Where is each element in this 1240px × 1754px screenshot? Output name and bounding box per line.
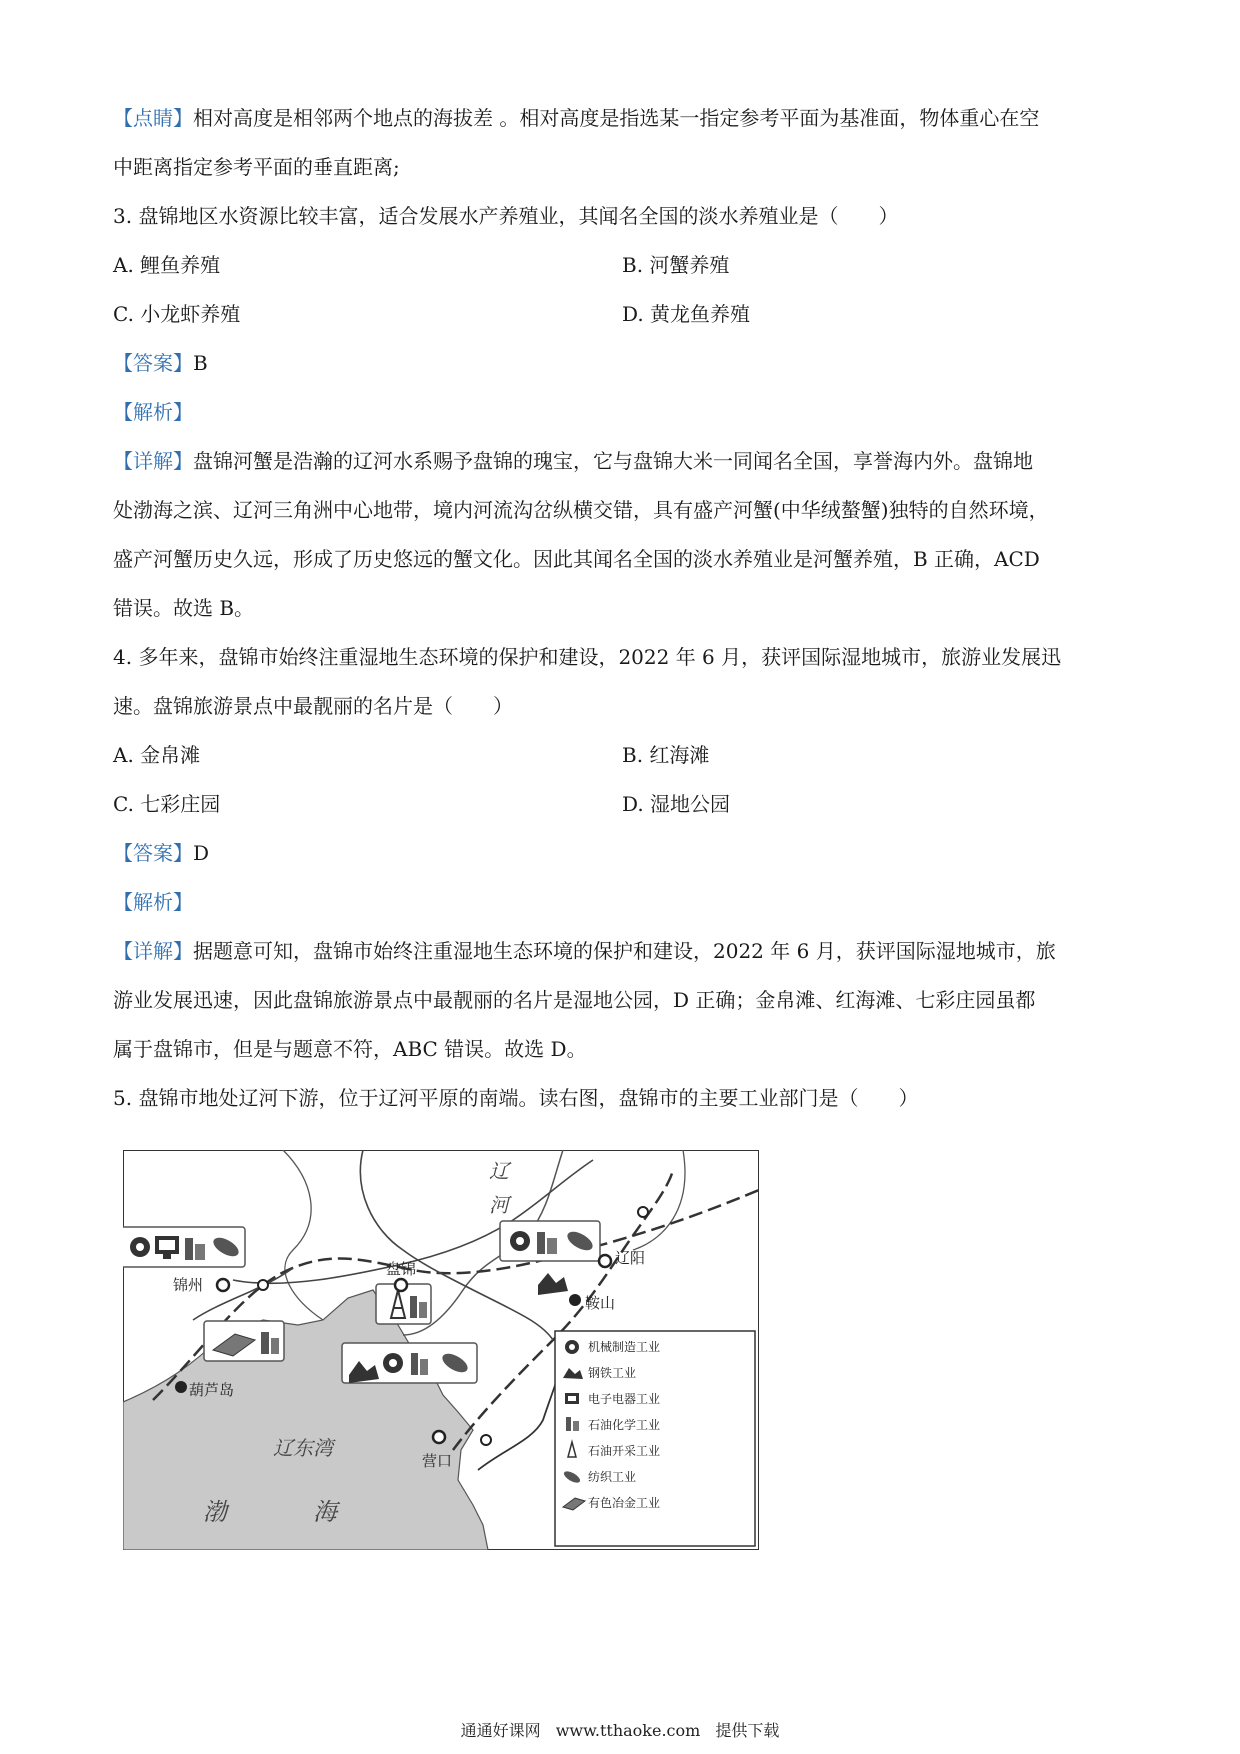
liaoyang-industry-box <box>500 1221 600 1261</box>
q3-stem: 3. 盘锦地区水资源比较丰富，适合发展水产养殖业，其闻名全国的淡水养殖业是（ ） <box>113 204 899 228</box>
q3-detail-tag: 【详解】 <box>113 449 193 473</box>
note-text-1: 相对高度是相邻两个地点的海拔差 。相对高度是指选某一指定参考平面为基准面，物体重心在空 <box>193 106 1040 130</box>
yingkou-industry-box <box>342 1343 477 1383</box>
q3-analysis-tag: 【解析】 <box>113 400 193 424</box>
footer-url[interactable]: www.tthaoke.com <box>555 1721 701 1740</box>
q5-stem: 5. 盘锦市地处辽河下游，位于辽河平原的南端。读右图，盘锦市的主要工业部门是（ ） <box>113 1086 919 1110</box>
q4-detail-line-2: 游业发展迅速，因此盘锦旅游景点中最靓丽的名片是湿地公园，D 正确；金帛滩、红海滩、七彩庄园虽都 <box>113 988 1036 1012</box>
city-label-liaoyang: 辽阳 <box>615 1249 646 1267</box>
q3-option-b: B. 河蟹养殖 <box>622 253 730 277</box>
q3-detail-line-2: 处渤海之滨、辽河三角洲中心地带，境内河流沟岔纵横交错，具有盛产河蟹(中华绒螯蟹)独特的自然环境， <box>113 498 1049 522</box>
city-label-yingkou: 营口 <box>422 1452 453 1470</box>
legend-label-5: 纺织工业 <box>588 1470 637 1484</box>
city-label-huludao: 葫芦岛 <box>189 1381 235 1399</box>
q4-detail-text-1: 据题意可知，盘锦市始终注重湿地生态环境的保护和建设，2022 年 6 月，获评国际湿地城市，旅 <box>193 939 1056 963</box>
q3-detail-line-3: 盛产河蟹历史久远，形成了历史悠远的蟹文化。因此其闻名全国的淡水养殖业是河蟹养殖，B 正确，ACD <box>113 547 1040 571</box>
river-label-2: 河 <box>489 1193 509 1217</box>
city-label-anshan: 鞍山 <box>585 1294 616 1312</box>
q4-answer-value: D <box>193 841 210 865</box>
page-footer <box>0 1718 1240 1741</box>
town-marker <box>638 1207 648 1217</box>
q3-answer-value: B <box>193 351 208 375</box>
q4-stem-line-1: 4. 多年来，盘锦市始终注重湿地生态环境的保护和建设，2022 年 6 月，获评国际湿地城市，旅游业发展迅 <box>113 645 1062 669</box>
note-line-2: 中距离指定参考平面的垂直距离; <box>113 155 400 179</box>
gear-icon <box>510 1231 530 1251</box>
q4-answer-tag: 【答案】 <box>113 841 193 865</box>
legend-label-4: 石油开采工业 <box>588 1444 661 1458</box>
q3-detail-line-4: 错误。故选 B。 <box>113 596 255 620</box>
q4-stem-line-2: 速。盘锦旅游景点中最靓丽的名片是（ ） <box>113 694 513 718</box>
city-jinzhou <box>173 1276 229 1294</box>
city-label-jinzhou: 锦州 <box>173 1276 204 1294</box>
note-tag: 【点睛】 <box>113 106 193 130</box>
legend-label-1: 钢铁工业 <box>588 1366 637 1380</box>
legend-gear-icon <box>565 1340 579 1354</box>
footer-site-name: 通通好课网 <box>460 1721 541 1740</box>
legend-label-6: 有色冶金工业 <box>588 1496 661 1510</box>
q3-answer-tag: 【答案】 <box>113 351 193 375</box>
footer-suffix: 提供下载 <box>715 1721 780 1740</box>
q4-option-d: D. 湿地公园 <box>622 792 731 816</box>
q3-detail-line-1 <box>113 447 1033 475</box>
q4-option-a: A. 金帛滩 <box>113 743 201 767</box>
sea-label-1: 渤 <box>203 1498 227 1526</box>
legend-monitor-icon <box>565 1393 579 1404</box>
q4-answer <box>113 839 209 867</box>
q4-analysis-tag: 【解析】 <box>113 890 193 914</box>
map-legend <box>555 1331 755 1546</box>
q4-option-b: B. 红海滩 <box>622 743 710 767</box>
city-label-panjin: 盘锦 <box>386 1260 417 1278</box>
q3-option-c: C. 小龙虾养殖 <box>113 302 241 326</box>
huludao-industry-box <box>204 1321 284 1361</box>
legend-label-3: 石油化学工业 <box>588 1418 661 1432</box>
q4-detail-line-3: 属于盘锦市，但是与题意不符，ABC 错误。故选 D。 <box>113 1037 587 1061</box>
q3-option-d: D. 黄龙鱼养殖 <box>622 302 751 326</box>
q4-detail-line-1 <box>113 937 1056 965</box>
q3-answer <box>113 349 208 377</box>
gear-icon <box>130 1237 150 1257</box>
q4-detail-tag: 【详解】 <box>113 939 193 963</box>
note-line-1 <box>113 104 1039 132</box>
gear-icon <box>383 1353 403 1373</box>
industry-map <box>123 1150 759 1550</box>
legend-label-2: 电子电器工业 <box>588 1392 661 1406</box>
bay-label: 辽东湾 <box>273 1436 333 1460</box>
jinzhou-industry-box <box>123 1227 245 1267</box>
sea-label-2: 海 <box>313 1498 337 1526</box>
q4-option-c: C. 七彩庄园 <box>113 792 221 816</box>
legend-label-0: 机械制造工业 <box>588 1340 661 1354</box>
river-label-1: 辽 <box>489 1159 509 1183</box>
town-marker <box>481 1435 491 1445</box>
q3-detail-text-1: 盘锦河蟹是浩瀚的辽河水系赐予盘锦的瑰宝，它与盘锦大米一同闻名全国，享誉海内外。盘锦地 <box>193 449 1033 473</box>
q3-option-a: A. 鲤鱼养殖 <box>113 253 221 277</box>
town-marker <box>258 1280 268 1290</box>
